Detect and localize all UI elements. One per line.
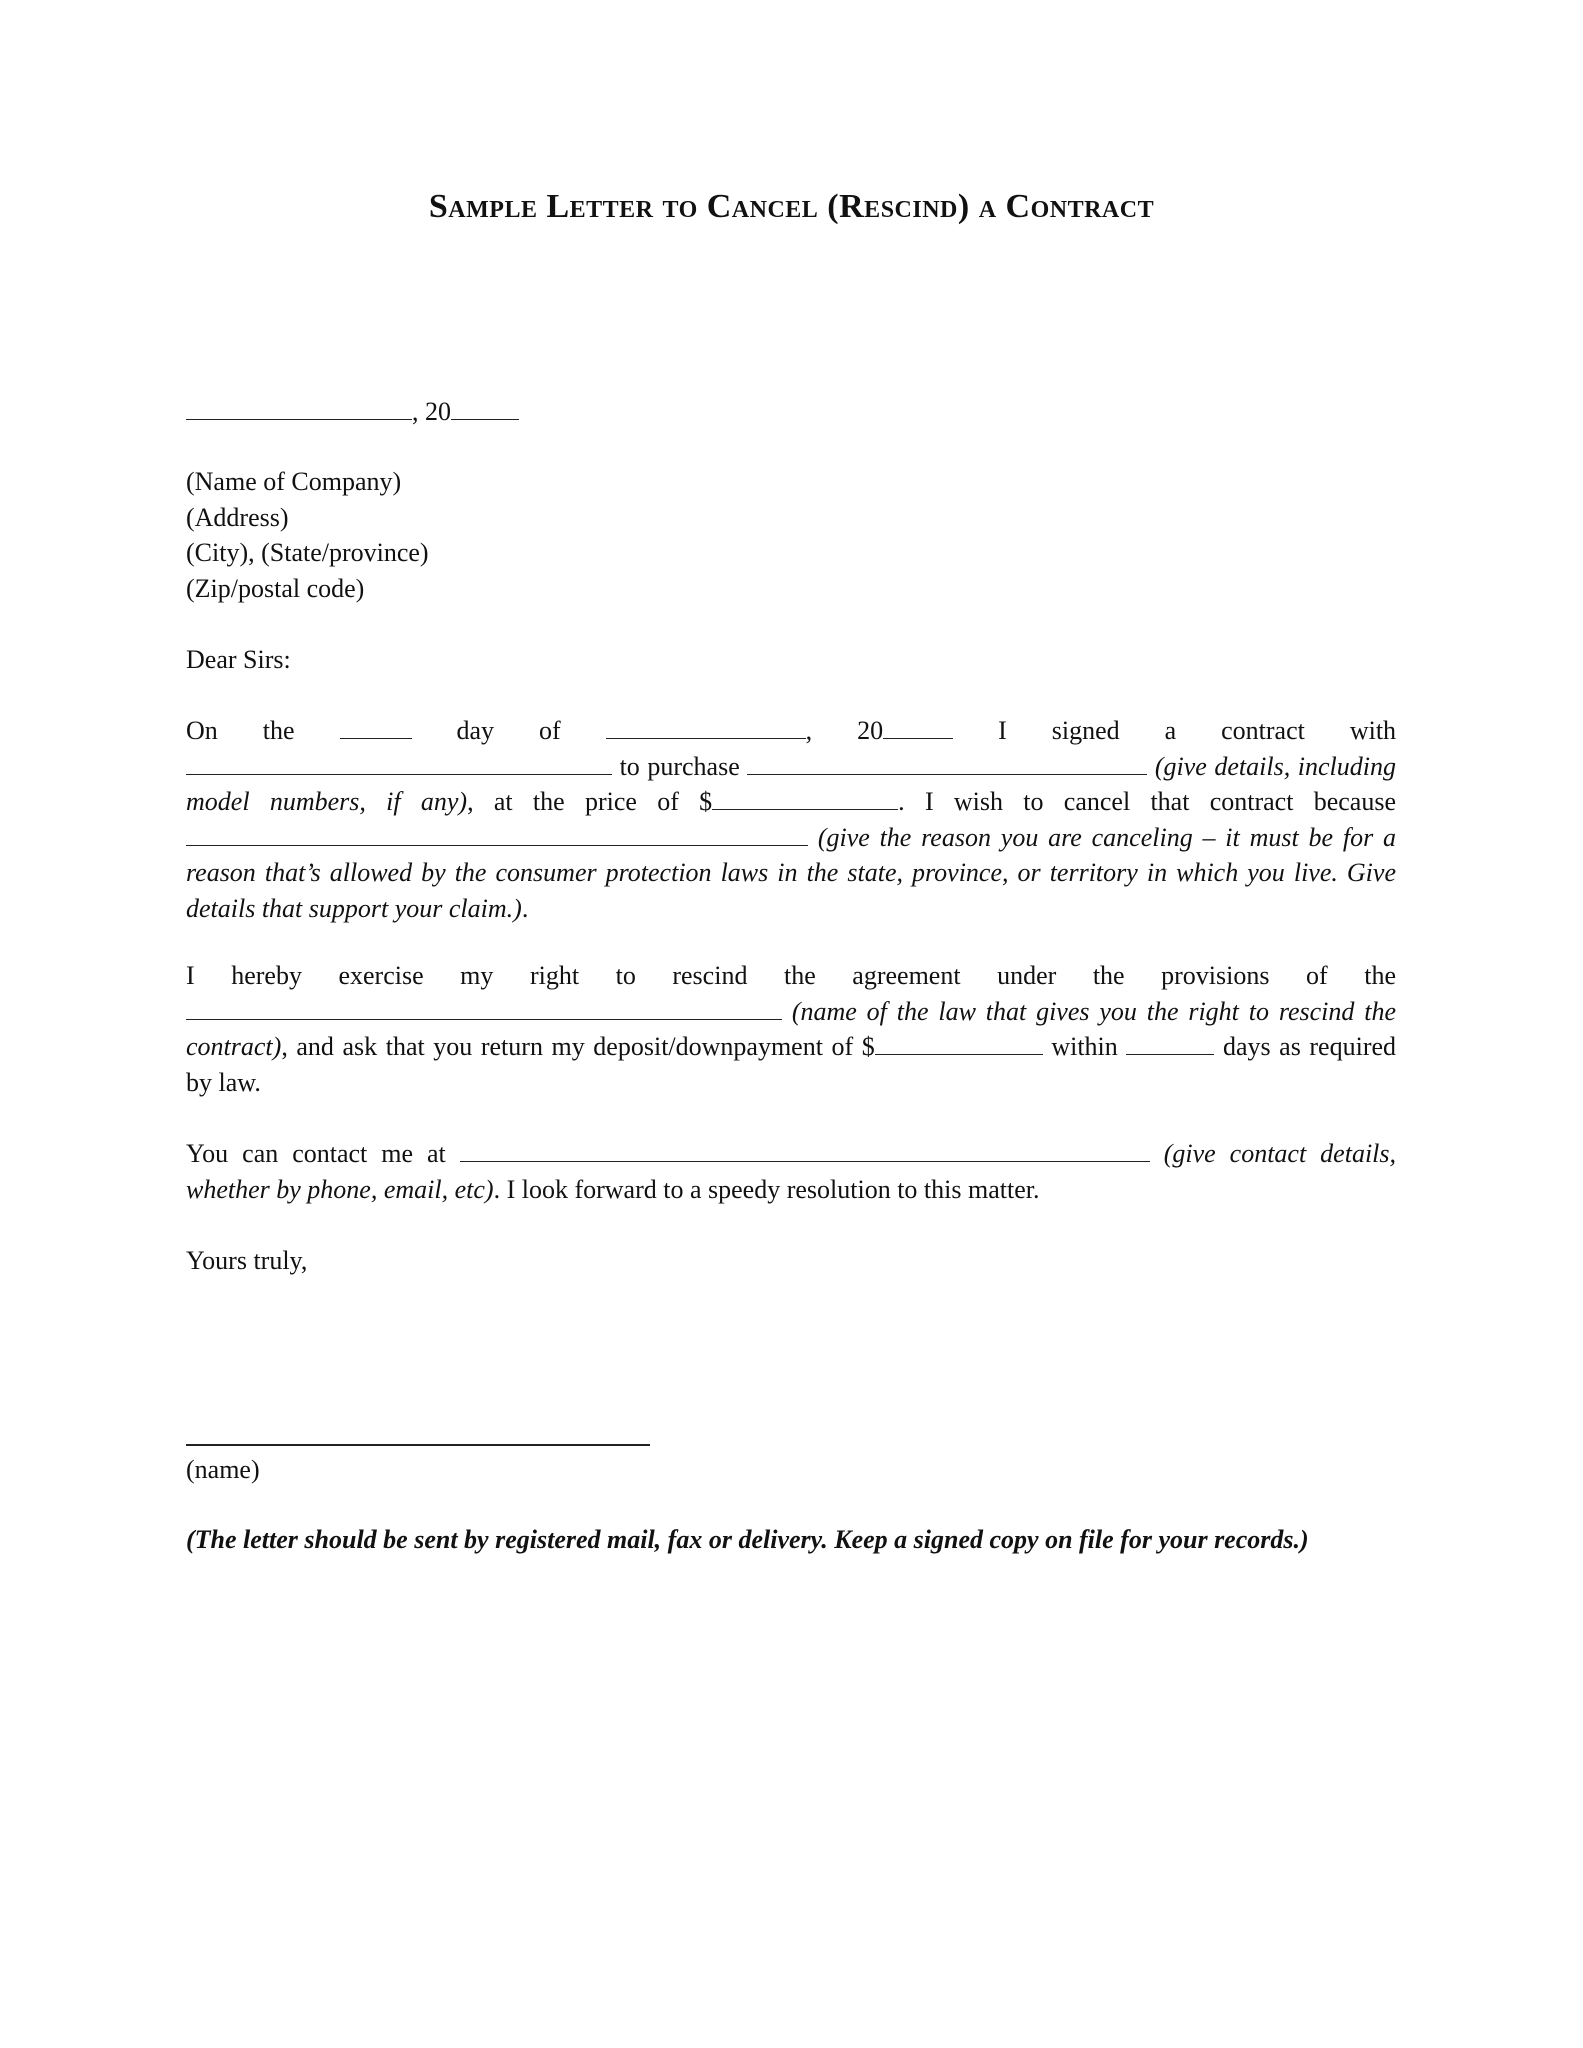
purchase-item-blank[interactable]	[747, 752, 1147, 775]
date-line: , 20	[186, 394, 1396, 430]
day-blank[interactable]	[340, 716, 412, 739]
contact-details-blank[interactable]	[460, 1139, 1150, 1162]
paragraph-contract-details: On the day of , 20 I signed a contract with to purchase (give details, including model numbers, if any), at the price of $ . I wish to cancel that contract because (give the reason you are canceling – it must be for a reason that’s allowed by the consumer protection laws in the state, province, or territory in which you live. Give details that support your claim.).	[186, 716, 1397, 923]
cancel-reason-blank[interactable]	[186, 823, 808, 846]
date-blank[interactable]	[186, 397, 412, 420]
signature-line[interactable]	[186, 1444, 650, 1446]
page-title: Sample Letter to Cancel (Rescind) a Contract	[428, 188, 1155, 225]
contract-year-blank[interactable]	[883, 716, 953, 739]
company-name-blank[interactable]	[186, 752, 612, 775]
salutation: Dear Sirs:	[186, 645, 291, 674]
closing: Yours truly,	[186, 1246, 308, 1275]
deposit-amount-blank[interactable]	[875, 1032, 1043, 1055]
paragraph-rescind-right: I hereby exercise my right to rescind the agreement under the provisions of the (name of the law that gives you the right to rescind the contract), and ask that you return my deposit/downpayment of $ within days as required by law.	[186, 961, 1397, 1097]
recipient-address-line: (Address)	[186, 502, 289, 532]
year-blank[interactable]	[451, 397, 519, 420]
month-blank[interactable]	[606, 716, 806, 739]
paragraph-contact: You can contact me at (give contact details, whether by phone, email, etc). I look forward to a speedy resolution to this matter.	[186, 1139, 1397, 1204]
recipient-city-state: (City), (State/province)	[186, 538, 429, 567]
recipient-address	[186, 464, 1396, 606]
law-name-blank[interactable]	[186, 997, 782, 1020]
recipient-zip: (Zip/postal code)	[186, 573, 365, 603]
price-blank[interactable]	[712, 787, 898, 810]
footer-note: (The letter should be sent by registered mail, fax or delivery. Keep a signed copy on file for your records.)	[186, 1525, 1309, 1554]
signature-label: (name)	[186, 1455, 260, 1484]
days-blank[interactable]	[1126, 1032, 1214, 1055]
recipient-company: (Name of Company)	[186, 467, 402, 496]
